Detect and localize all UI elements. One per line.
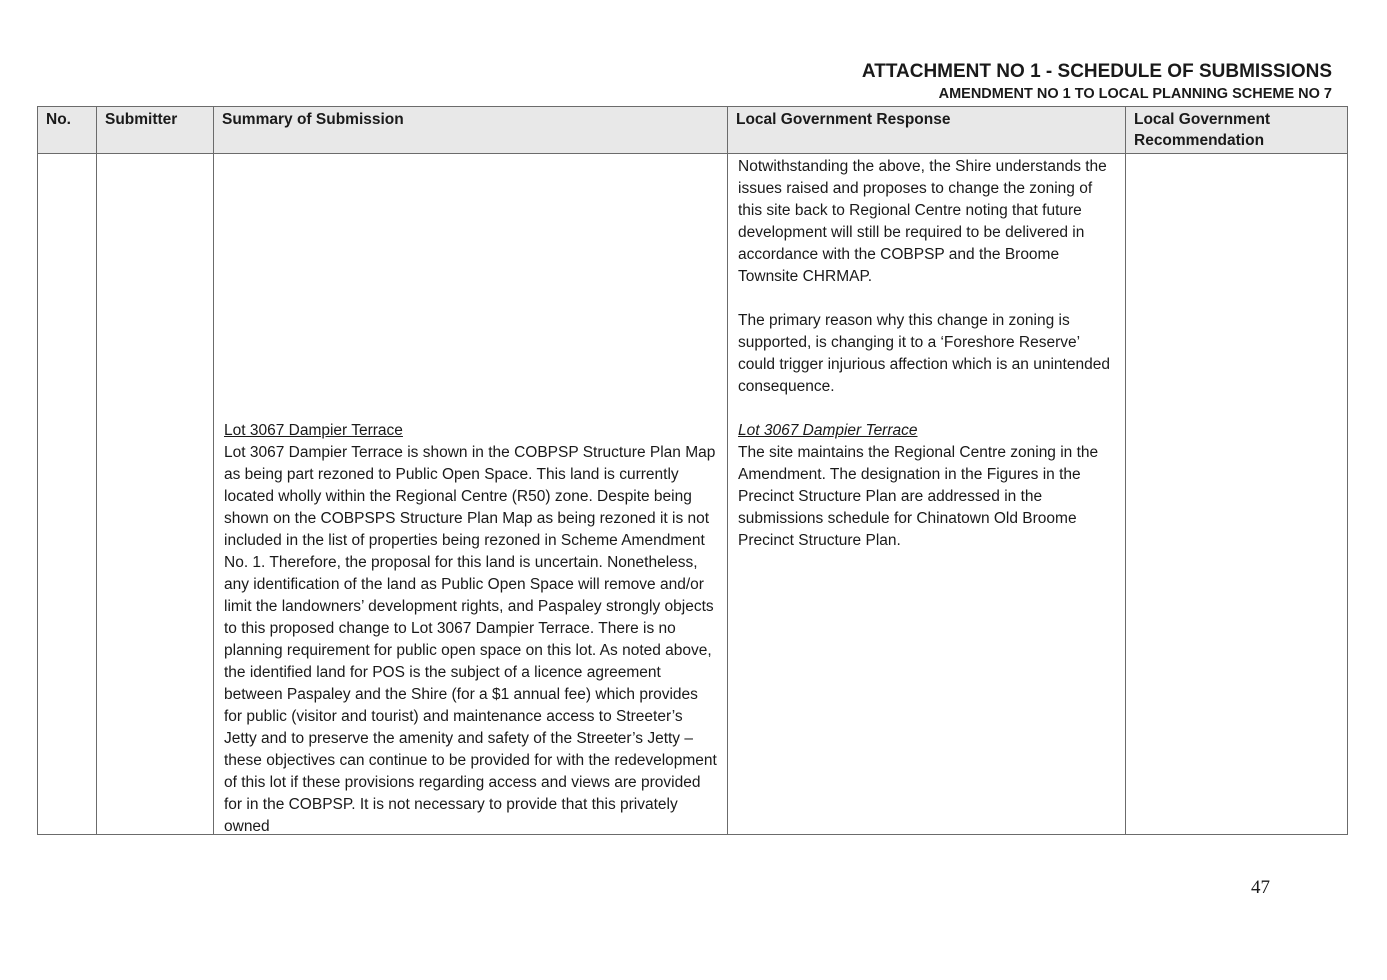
summary-text: Lot 3067 Dampier Terrace is shown in the COBPSP Structure Plan Map as being part rezoned to Public Open Space. This land is currently located wholly within the Regional Centre (R50) zone. Despite being shown on the COBPSPS Structure Plan Map as being rezoned it is not included in the list of properties being rezoned in Scheme Amendment No. 1. Therefore, the proposal for this land is uncertain. Nonetheless, any identification of the land as Public Open Space will remove and/or limit the landowners’ development rights, and Paspaley strongly objects to this proposed change to Lot 3067 Dampier Terrace. There is no planning requirement for public open space on this lot. As noted above, the identified land for POS is the subject of a licence agreement between Paspaley and the Shire (for a $1 annual fee) which provides for public (visitor and tourist) and maintenance access to Streeter’s Jetty and to preserve the amenity and safety of the Streeter’s Jetty – these objectives can continue to be provided for with the redevelopment of this lot if these provisions regarding access and views are provided for in the COBPSP. It is not necessary to provide that this privately owned — [224, 444, 717, 834]
cell-summary — [214, 154, 728, 835]
submissions-table — [37, 106, 1348, 835]
summary-heading: Lot 3067 Dampier Terrace — [224, 422, 403, 439]
response-paragraph-3: The site maintains the Regional Centre zoning in the Amendment. The designation in the Figures in the Precinct Structure Plan are addressed in the submissions schedule for Chinatown Old Broome Precinct Structure Plan. — [738, 444, 1099, 549]
column-header-summary: Summary of Submission — [214, 107, 728, 154]
column-header-recommendation: Local Government Recommendation — [1126, 107, 1348, 154]
document-subtitle: AMENDMENT NO 1 TO LOCAL PLANNING SCHEME NO 7 — [938, 86, 1332, 102]
response-paragraph-2: The primary reason why this change in zoning is supported, is changing it to a ‘Foreshore Reserve’ could trigger injurious affection which is an unintended consequence. — [738, 312, 1110, 395]
column-header-response: Local Government Response — [728, 107, 1126, 154]
document-title: ATTACHMENT NO 1 - SCHEDULE OF SUBMISSIONS — [861, 61, 1332, 82]
table-header-row — [38, 107, 1348, 154]
cell-no — [38, 154, 97, 835]
cell-response — [728, 154, 1126, 835]
response-heading: Lot 3067 Dampier Terrace — [738, 422, 918, 439]
response-paragraph-1: Notwithstanding the above, the Shire understands the issues raised and proposes to change the zoning of this site back to Regional Centre noting that future development will still be required to be delivered in accordance with the COBPSP and the Broome Townsite CHRMAP. — [738, 158, 1107, 285]
cell-recommendation — [1126, 154, 1348, 835]
column-header-no: No. — [38, 107, 97, 154]
column-header-submitter: Submitter — [97, 107, 214, 154]
page-number: 47 — [1251, 877, 1270, 898]
table-row — [38, 154, 1348, 835]
cell-submitter — [97, 154, 214, 835]
document-title-block — [862, 60, 1332, 104]
